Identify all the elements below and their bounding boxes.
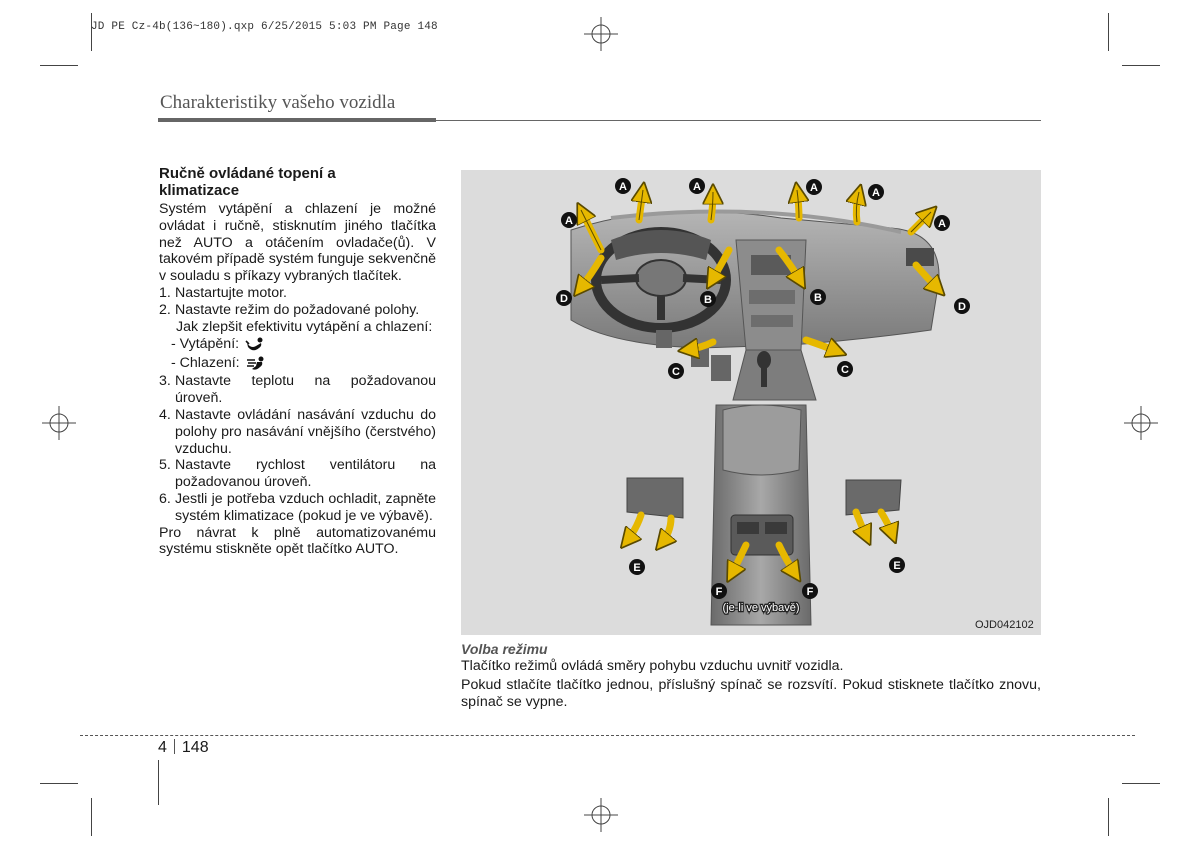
svg-text:A: A	[938, 218, 946, 230]
caption-block	[461, 641, 1041, 711]
svg-text:C: C	[841, 364, 849, 376]
crop-mark	[1122, 65, 1160, 66]
crop-mark	[158, 760, 159, 805]
callout-a	[806, 179, 822, 195]
cooling-mode-icon	[246, 356, 266, 372]
svg-text:B: B	[704, 294, 712, 306]
crop-mark	[40, 65, 78, 66]
callout-f	[711, 583, 727, 599]
svg-text:F: F	[806, 586, 814, 598]
svg-text:A: A	[872, 187, 880, 199]
callout-a	[561, 212, 577, 228]
callout-a	[868, 184, 884, 200]
registration-mark	[584, 17, 618, 51]
svg-text:D: D	[958, 301, 966, 313]
closing-paragraph: Pro návrat k plně automatizovanému systému stiskněte opět tlačítko AUTO.	[159, 524, 436, 558]
crop-mark	[1122, 783, 1160, 784]
mode-cooling	[159, 354, 436, 373]
page-number-value: 148	[181, 739, 209, 756]
callout-c	[837, 361, 853, 377]
svg-text:E: E	[893, 560, 901, 572]
registration-mark	[1124, 406, 1158, 440]
svg-text:E: E	[633, 562, 641, 574]
caption-paragraph-1: Tlačítko režimů ovládá směry pohybu vzduchu uvnitř vozidla.	[461, 658, 844, 674]
section-heading	[159, 165, 436, 199]
callout-d	[556, 290, 572, 306]
svg-text:A: A	[565, 215, 573, 227]
caption-title: Volba režimu	[461, 641, 548, 657]
step-1: 1. Nastartujte motor.	[159, 284, 287, 301]
heading-line-1: Ručně ovládané topení a	[159, 165, 336, 182]
crop-mark	[40, 783, 78, 784]
crop-mark	[1108, 798, 1109, 836]
title-rule-thin	[436, 120, 1041, 121]
step-2-sub: Jak zlepšit efektivitu vytápění a chlazení:	[176, 318, 433, 335]
callout-b	[700, 291, 716, 307]
svg-text:D: D	[560, 293, 568, 305]
callout-layer	[461, 170, 1041, 635]
step-2: 2. Nastavte režim do požadované polohy. Jak zlepšit efektivitu vytápění a chlazení: - Vytápění: - Chlazení:	[159, 302, 436, 374]
registration-mark	[584, 798, 618, 832]
footer-rule	[80, 735, 1135, 736]
airflow-figure	[461, 170, 1041, 635]
svg-text:B: B	[814, 292, 822, 304]
steps-list	[159, 285, 436, 525]
step-6: 6. Jestli je potřeba vzduch ochladit, zapněte systém klimatizace (pokud je ve výbavě).	[159, 490, 436, 524]
crop-mark	[91, 798, 92, 836]
print-header: JD PE Cz-4b(136~180).qxp 6/25/2015 5:03 PM Page 148	[91, 21, 438, 33]
callout-c	[668, 363, 684, 379]
page-chapter: 4	[158, 739, 167, 756]
callout-b	[810, 289, 826, 305]
left-column	[159, 165, 436, 558]
intro-paragraph: Systém vytápění a chlazení je možné ovládat i ručně, stisknutím jiného tlačítka než AUTO a otáčením ovladače(ů). V takovém případě systém funguje sekvenčně v souladu s příkazy vybraných tlačítek.	[159, 201, 436, 285]
page-number	[158, 739, 209, 757]
figure-code: OJD042102	[975, 619, 1034, 631]
optional-note: (je-li ve výbavě)	[722, 602, 800, 614]
heading-line-2: klimatizace	[159, 182, 240, 199]
svg-text:A: A	[693, 181, 701, 193]
callout-e	[629, 559, 645, 575]
callout-e	[889, 557, 905, 573]
callout-a	[934, 215, 950, 231]
mode-heating-label: - Vytápění:	[171, 336, 240, 353]
caption-paragraph-2: Pokud stlačíte tlačítko jednou, příslušný spínač se rozsvítí. Pokud stisknete tlačítko znovu, spínač se vypne.	[461, 677, 1041, 710]
step-5: 5. Nastavte rychlost ventilátoru na požadovanou úroveň.	[159, 457, 436, 491]
callout-f	[802, 583, 818, 599]
svg-text:A: A	[810, 182, 818, 194]
callout-a	[615, 178, 631, 194]
title-rule	[158, 118, 436, 122]
step-3: 3. Nastavte teplotu na požadovanou úroveň.	[159, 373, 436, 407]
registration-mark	[42, 406, 76, 440]
step-4: 4. Nastavte ovládání nasávání vzduchu do polohy pro nasávání vnějšího (čerstvého) vzduchu.	[159, 406, 436, 457]
crop-mark	[1108, 13, 1109, 51]
callout-a	[689, 178, 705, 194]
callout-d	[954, 298, 970, 314]
svg-text:A: A	[619, 181, 627, 193]
heating-mode-icon	[245, 337, 265, 353]
mode-heating	[159, 335, 436, 354]
svg-text:F: F	[715, 586, 723, 598]
mode-cooling-label: - Chlazení:	[171, 355, 240, 372]
section-title: Charakteristiky vašeho vozidla	[160, 92, 396, 113]
svg-text:C: C	[672, 366, 680, 378]
